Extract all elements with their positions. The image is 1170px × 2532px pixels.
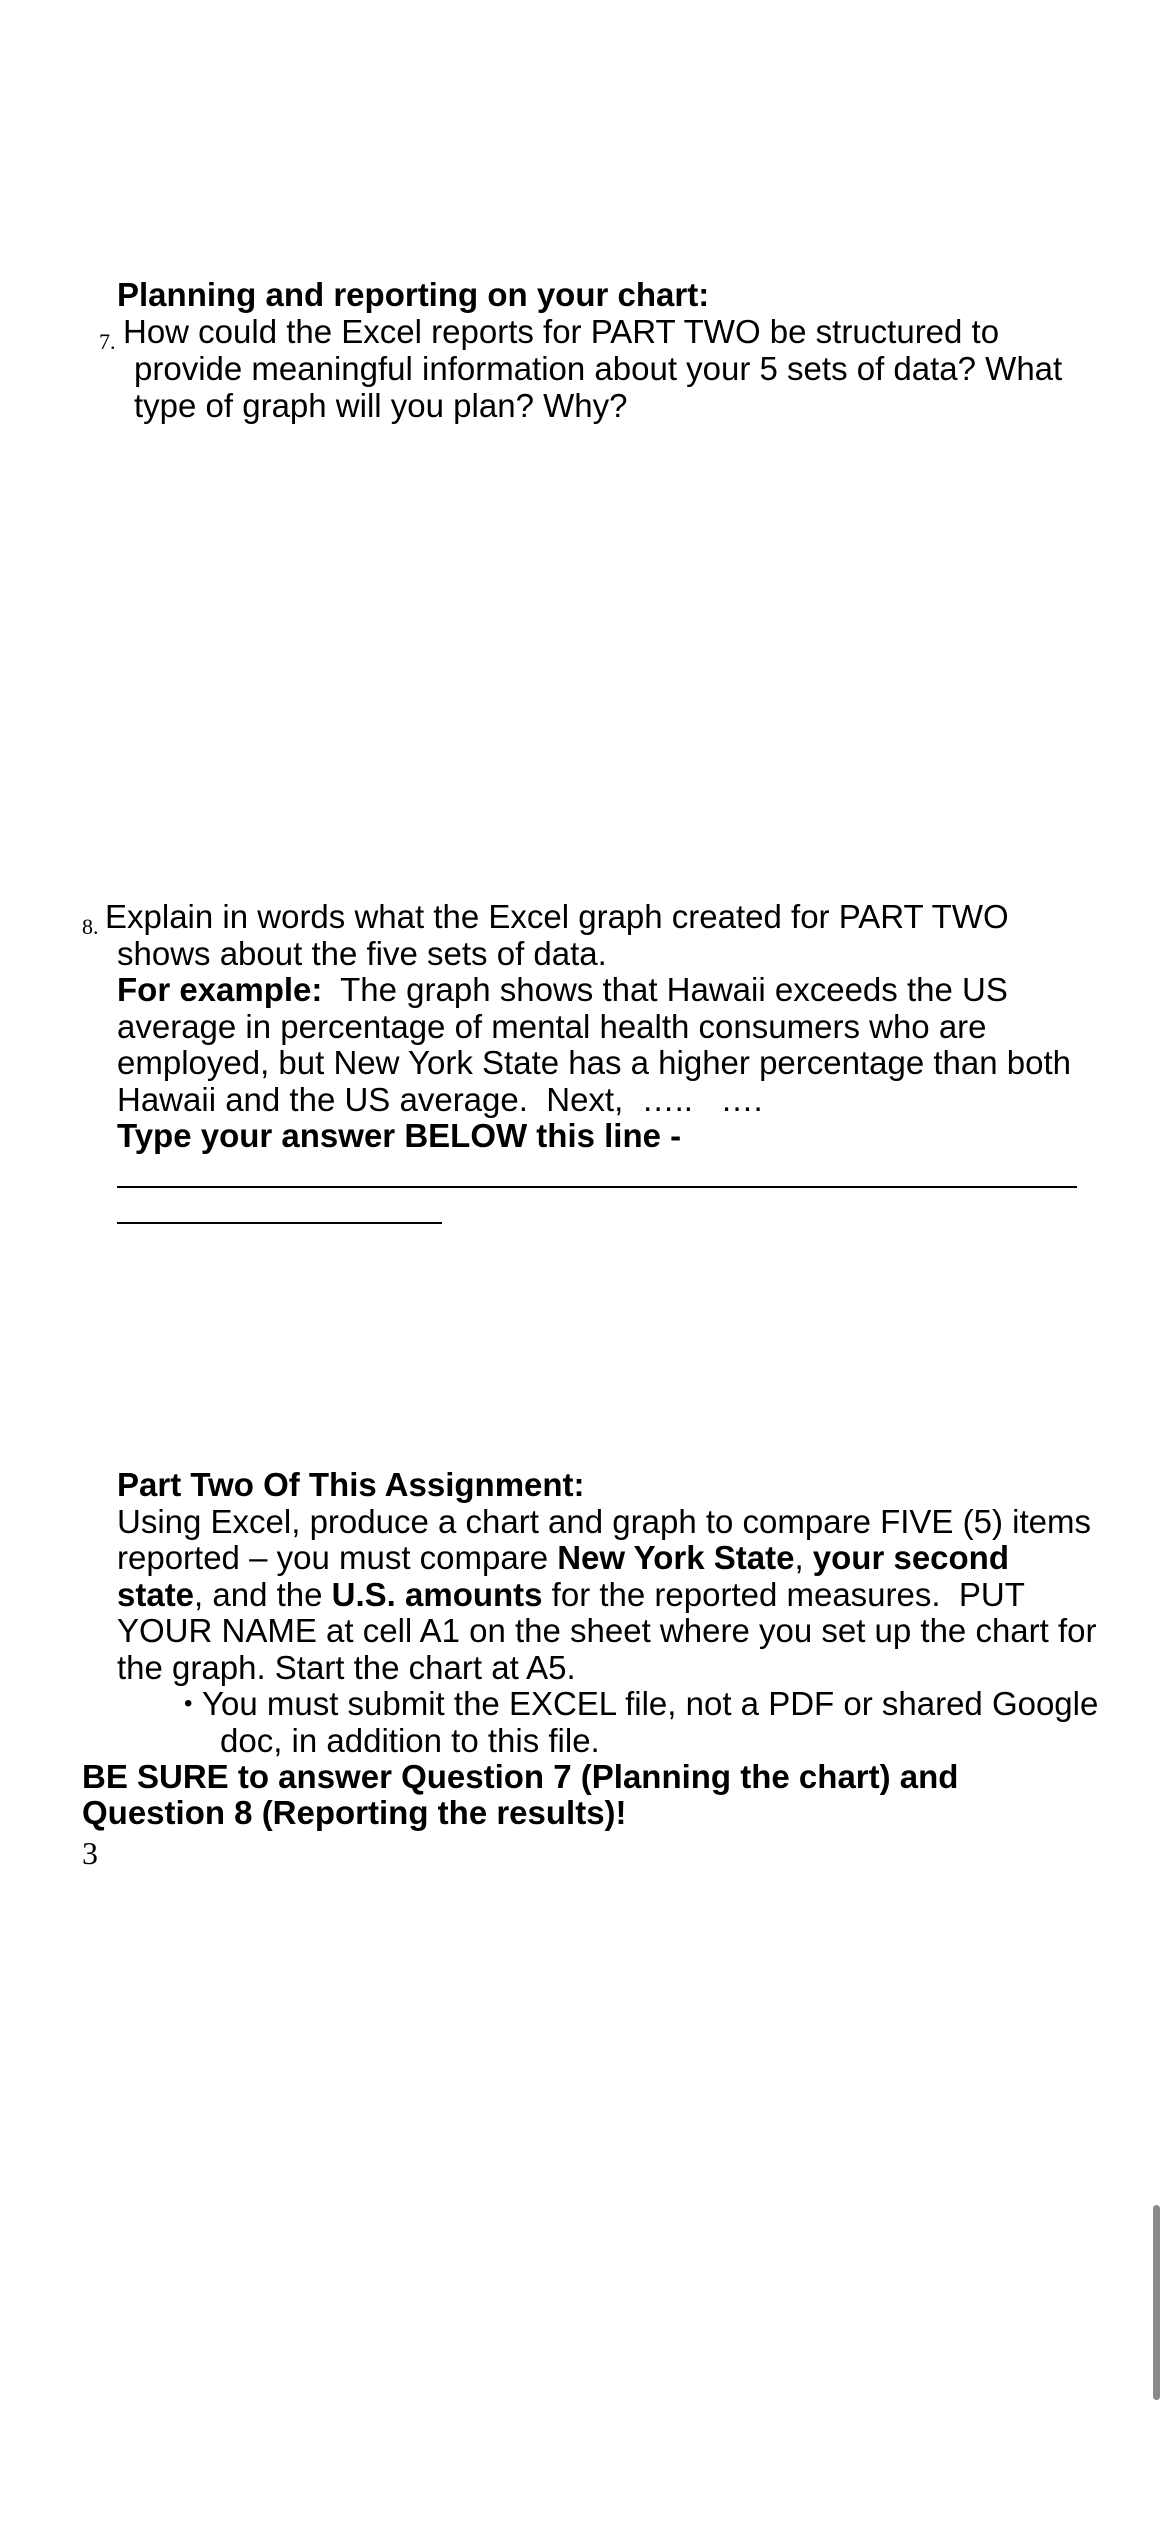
question-8-line-2: shows about the five sets of data. [117,935,607,972]
bullet-line-1: You must submit the EXCEL file, not a PDF or shared Google [202,1685,1099,1722]
answer-line-1 [117,1186,1077,1188]
reminder-line-1: BE SURE to answer Question 7 (Planning the chart) and [82,1758,959,1795]
example-line-2: average in percentage of mental health consumers who are [117,1008,987,1045]
second-state-emphasis: your second [812,1539,1009,1576]
reminder-line-2: Question 8 (Reporting the results)! [82,1794,627,1831]
us-amounts-emphasis: U.S. amounts [331,1576,543,1613]
question-7-line-2: provide meaningful information about your 5 sets of data? What [134,350,1063,387]
question-7-number: 7. [99,329,116,354]
part-two-line-1: Using Excel, produce a chart and graph to compare FIVE (5) items [117,1503,1091,1540]
part-two-line-3-text: , and the [194,1576,332,1613]
part-two-line-2-text: reported – you must compare [117,1539,558,1576]
page-number: 3 [82,1835,98,1871]
part-two-line-2-comma: , [794,1539,813,1576]
example-line-3: employed, but New York State has a higher percentage than both [117,1044,1071,1081]
bullet-line-2: doc, in addition to this file. [220,1722,600,1759]
part-two-heading: Part Two Of This Assignment: [117,1466,585,1503]
answer-prompt: Type your answer BELOW this line - [117,1117,682,1154]
question-8-number: 8. [82,914,99,939]
part-two-line-2 [117,1539,1009,1576]
part-two-line-4: YOUR NAME at cell A1 on the sheet where you set up the chart for [117,1612,1097,1649]
bullet-icon: • [184,1690,193,1717]
answer-line-2 [117,1222,442,1224]
vertical-scrollbar[interactable] [1153,2205,1160,2400]
part-two-line-5: the graph. Start the chart at A5. [117,1649,576,1686]
planning-heading: Planning and reporting on your chart: [117,276,710,313]
part-two-line-3-rest: for the reported measures. PUT [542,1576,1025,1613]
example-line-4: Hawaii and the US average. Next, ….. …. [117,1081,763,1118]
example-text: The graph shows that Hawaii exceeds the US [322,971,1008,1008]
question-8-line-1: Explain in words what the Excel graph created for PART TWO [105,898,1009,935]
state-emphasis: state [117,1576,195,1613]
example-label: For example: [117,971,323,1008]
question-7-line-3: type of graph will you plan? Why? [134,387,628,424]
new-york-state-emphasis: New York State [557,1539,795,1576]
part-two-line-3 [117,1576,1025,1613]
example-line-1 [117,971,1008,1008]
question-7-line-1: How could the Excel reports for PART TWO be structured to [123,313,1000,350]
